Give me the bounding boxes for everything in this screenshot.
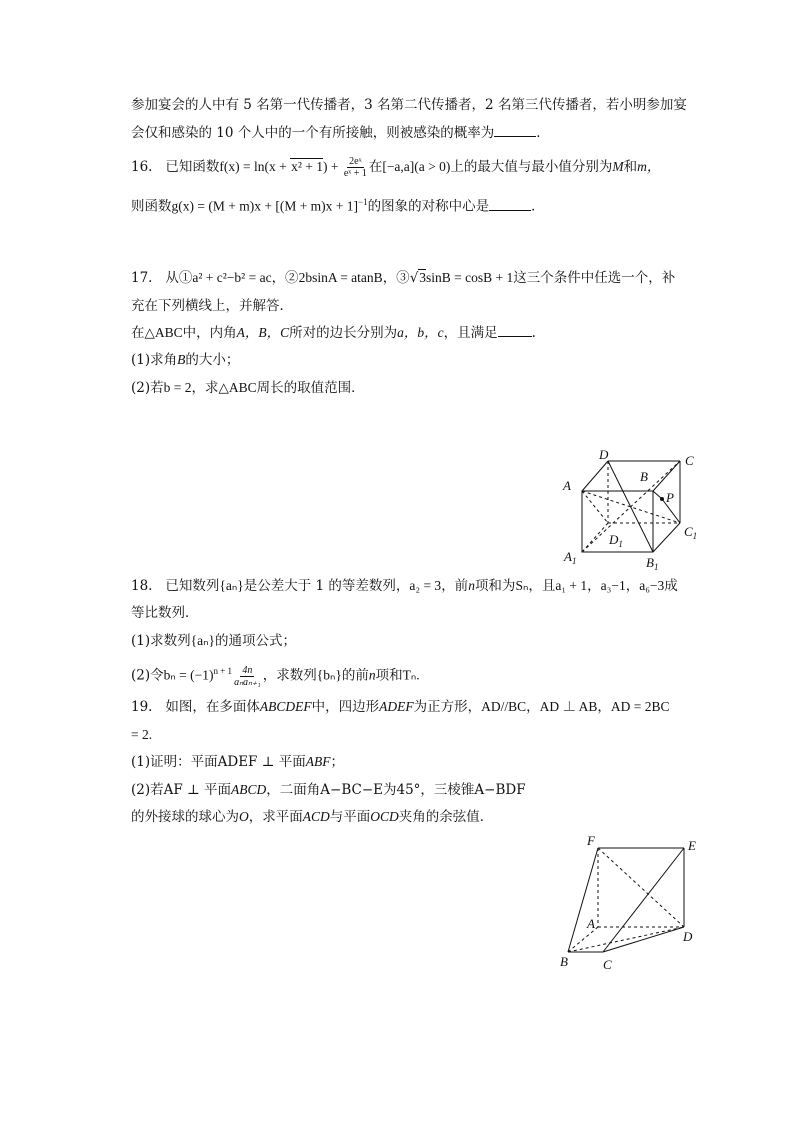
q17-line-3: 在△ABC中，内角A，B，C所对的边长分别为a，b，c，且满足 .	[131, 325, 536, 341]
answer-blank	[498, 324, 532, 337]
q18-line-1: 18. 已知数列{aₙ}是公差大于 1 的等差数列，a₂ = 3，前n项和为Sₙ，且a₁ + 1，a₃−1，a₆−3成	[131, 578, 678, 594]
q19-part-1: (1)证明：平面ADEF ⊥ 平面ABF；	[131, 754, 344, 770]
q17-line-2: 充在下列横线上，并解答．	[131, 298, 293, 314]
label-b: B	[640, 469, 648, 484]
q18-part-1: (1)求数列{aₙ}的通项公式；	[131, 633, 296, 649]
q19-line-2: = 2.	[131, 727, 153, 742]
label-c1: $C_1$	[684, 524, 698, 541]
cube-figure	[555, 445, 715, 570]
label-d: D	[683, 929, 693, 944]
point-p	[660, 497, 664, 501]
q15-line-1: 参加宴会的人中有 5 名第一代传播者，3 名第二代传播者，2 名第三代传播者，若小明参加宴	[131, 97, 687, 113]
answer-blank	[489, 198, 531, 211]
label-d1: $D_1$	[609, 532, 623, 549]
label-a: A	[563, 478, 571, 493]
label-b1: $B_1$	[646, 555, 659, 570]
label-p: P	[666, 490, 674, 505]
label-c: C	[685, 453, 694, 468]
label-b: B	[560, 954, 568, 969]
q16-line-1: 16. 已知函数f(x) = ln(x + x² + 1) + $\frac{\text{2eˣ}}{\text{eˣ + 1}}$ 在[−a,a](a > 0)上的最大值与最小值分别为M和m，	[131, 156, 661, 179]
q18-fraction: $\frac{4n}{\text{aₙaₙ₊₁}}$	[234, 664, 261, 688]
label-a: A	[587, 916, 595, 931]
label-f: F	[587, 833, 595, 848]
q18-part-2: (2)令$b_n = (-1)^{n + 1}$ $\frac{4n}{\text{aₙaₙ₊₁}}$ ，求数列{bₙ}的前n项和Tₙ.	[131, 664, 420, 688]
q19-part-2: (2)若AF ⊥ 平面ABCD，二面角A−BC−E为45°，三棱锥A−BDF	[131, 782, 526, 798]
label-d: D	[599, 447, 609, 462]
q17-part-1: (1)求角B的大小；	[131, 352, 240, 368]
label-e: E	[688, 838, 696, 853]
answer-blank	[494, 124, 536, 137]
q17-part-2: (2)若b = 2，求△ABC周长的取值范围．	[131, 380, 365, 396]
polyhedron-figure	[552, 830, 712, 975]
label-c: C	[603, 957, 612, 972]
q19-line-1: 19. 如图，在多面体ABCDEF中，四边形ADEF为正方形，AD//BC，AD ⊥ AB，AD = 2BC	[131, 699, 670, 715]
label-a1: $A_1$	[564, 549, 577, 566]
q17-line-1: 17. 从①a² + c²−b² = ac，②2bsinA = atanB，③√3sinB = cosB + 1这三个条件中任选一个，补	[131, 270, 676, 286]
q19-line-5: 的外接球的球心为O，求平面ACD与平面OCD夹角的余弦值．	[131, 809, 494, 825]
q18-line-2: 等比数列．	[131, 605, 199, 621]
q16-fraction: $\frac{\text{2eˣ}}{\text{eˣ + 1}}$	[343, 156, 367, 179]
q16-line-2: 则函数$g(x) = (M + m)x + [(M + m)x + 1]^{-1}$的图象的对称中心是 ．	[131, 197, 545, 215]
q15-line-2: 会仅和感染的 10 个人中的一个有所接触，则被感染的概率为 ．	[131, 125, 550, 141]
